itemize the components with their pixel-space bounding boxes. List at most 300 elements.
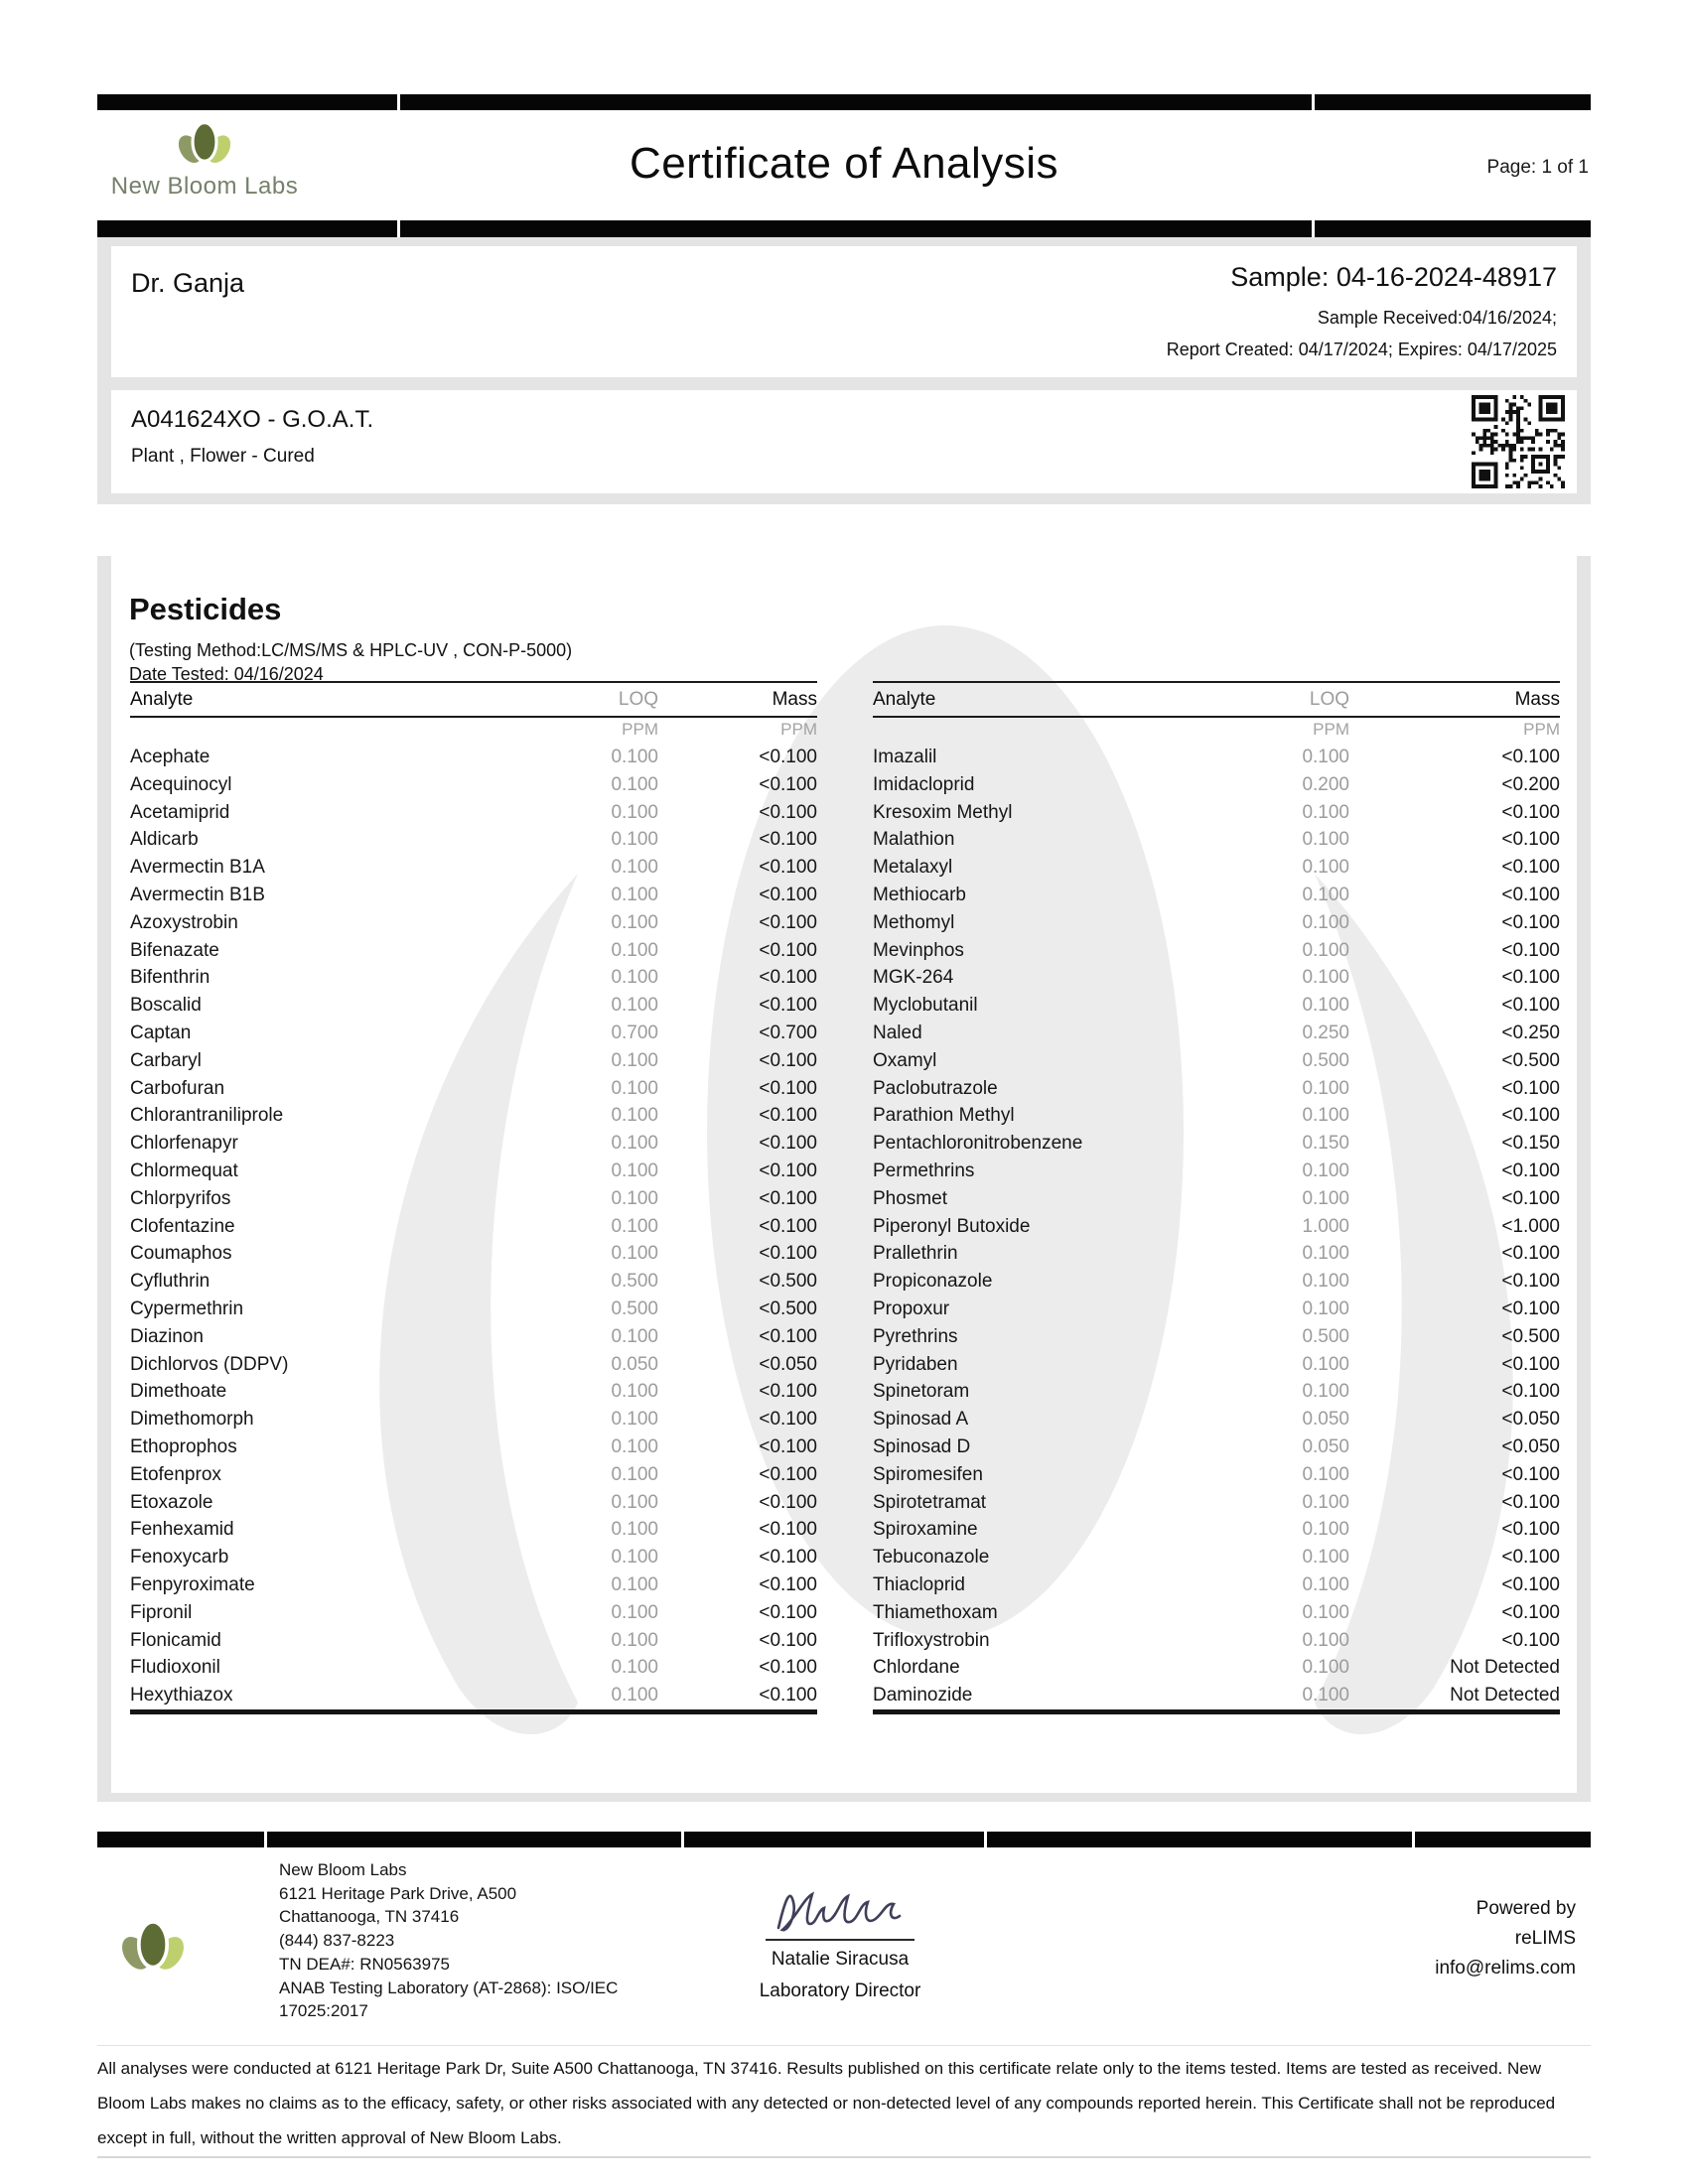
cell-loq: 0.250 [1302,1022,1349,1043]
cell-analyte: Dimethoate [130,1381,227,1403]
cell-loq: 0.100 [1302,1353,1349,1375]
table-row [873,1571,1560,1599]
table-row [873,826,1560,854]
cell-mass: <0.100 [759,995,817,1017]
cell-loq: 0.100 [611,1463,658,1485]
table-row [130,1213,817,1241]
cell-mass: <0.100 [759,773,817,795]
table-row [873,744,1560,771]
cell-analyte: Spiromesifen [873,1463,983,1485]
cell-analyte: Chlordane [873,1657,960,1679]
cell-analyte: Pyridaben [873,1353,958,1375]
table-row [130,992,817,1020]
cell-loq: 0.100 [611,1215,658,1237]
cell-mass: Not Detected [1450,1685,1560,1706]
signer-name: Natalie Siracusa [771,1949,910,1970]
cell-loq: 0.100 [1302,1657,1349,1679]
cell-mass: <0.100 [759,967,817,989]
table-row [130,1020,817,1047]
table-row [130,1158,817,1185]
product-type: Plant , Flower - Cured [131,446,315,467]
cell-analyte: Etofenprox [130,1463,221,1485]
cell-mass: <0.100 [1501,857,1560,879]
table-row [873,1130,1560,1158]
table-row [130,1654,817,1682]
col-header-mass: Mass [772,689,817,710]
cell-analyte: MGK-264 [873,967,954,989]
disclaimer-bottom-rule [97,2156,1591,2158]
cell-analyte: Kresoxim Methyl [873,801,1013,823]
cell-loq: 0.100 [1302,995,1349,1017]
cell-mass: <0.100 [759,1049,817,1071]
cell-loq: 0.100 [611,1547,658,1569]
cell-mass: <0.100 [759,1187,817,1209]
cell-mass: <0.100 [759,1077,817,1099]
cell-analyte: Tebuconazole [873,1547,990,1569]
cell-loq: 0.100 [1302,1685,1349,1706]
table-row [130,1240,817,1268]
cell-loq: 0.100 [611,884,658,905]
cell-mass: <0.100 [759,1629,817,1651]
bar-segment [97,220,397,237]
client-sample-box [111,246,1577,377]
powered-by-label: Powered by [1476,1898,1576,1919]
cell-loq: 0.050 [1302,1435,1349,1457]
cell-analyte: Phosmet [873,1187,947,1209]
table-row [873,1489,1560,1517]
cell-analyte: Malathion [873,829,955,851]
cell-analyte: Metalaxyl [873,857,953,879]
table-row [130,826,817,854]
sample-info-section [97,237,1591,504]
cell-loq: 0.100 [1302,1519,1349,1541]
cell-mass: <0.100 [759,829,817,851]
cell-mass: <0.100 [759,1685,817,1706]
table-row [130,1544,817,1571]
cell-analyte: Chlorpyrifos [130,1187,231,1209]
cell-mass: <0.100 [759,1325,817,1347]
cell-mass: <0.100 [759,884,817,905]
cell-analyte: Cypermethrin [130,1297,244,1319]
cell-loq: 0.100 [611,1409,658,1431]
table-row [130,1323,817,1351]
cell-analyte: Imazalil [873,747,937,767]
table-row [873,1654,1560,1682]
table-row [873,1268,1560,1296]
bar-segment [400,94,1312,110]
cell-mass: <0.100 [1501,1160,1560,1181]
table-body [873,744,1560,1714]
pesticides-table-left [130,681,817,1714]
table-row [873,1158,1560,1185]
cell-loq: 0.500 [1302,1049,1349,1071]
cell-loq: 0.100 [611,1160,658,1181]
table-row [873,1406,1560,1433]
cell-mass: <0.100 [759,1601,817,1623]
cell-analyte: Hexythiazox [130,1685,233,1706]
cell-analyte: Fipronil [130,1601,193,1623]
testing-method: (Testing Method:LC/MS/MS & HPLC-UV , CON-P-5000) [129,640,573,660]
cell-loq: 0.100 [1302,857,1349,879]
table-row [130,1516,817,1544]
cell-mass: <0.100 [759,1547,817,1569]
cell-loq: 0.100 [611,967,658,989]
cell-analyte: Spinosad D [873,1435,971,1457]
table-row [873,964,1560,992]
cell-loq: 0.100 [1302,967,1349,989]
cell-mass: <0.100 [759,1519,817,1541]
table-row [873,1240,1560,1268]
unit-ppm: PPM [1313,720,1349,739]
table-row [873,1020,1560,1047]
cell-analyte: Paclobutrazole [873,1077,998,1099]
cell-mass: <0.100 [1501,1353,1560,1375]
cell-mass: <0.050 [1501,1409,1560,1431]
cell-analyte: Propoxur [873,1297,950,1319]
page-title: Certificate of Analysis [629,139,1059,188]
page-number: Page: 1 of 1 [1486,157,1589,178]
cell-mass: <0.100 [1501,1547,1560,1569]
cell-mass: <0.700 [759,1022,817,1043]
table-body [130,744,817,1714]
cell-loq: 0.100 [611,995,658,1017]
cell-loq: 0.100 [611,1491,658,1513]
cell-analyte: Spiroxamine [873,1519,978,1541]
cell-loq: 0.100 [611,1519,658,1541]
cell-mass: <0.100 [1501,1271,1560,1293]
cell-mass: <0.100 [759,1573,817,1595]
table-row [130,799,817,827]
bar-segment [1315,94,1591,110]
cell-mass: <0.100 [1501,1243,1560,1265]
table-row [130,909,817,937]
cell-mass: <1.000 [1501,1215,1560,1237]
table-row [873,1378,1560,1406]
cell-analyte: Acephate [130,747,211,767]
cell-analyte: Fludioxonil [130,1657,220,1679]
table-header [873,681,1560,718]
table-row [130,1599,817,1627]
cell-analyte: Pyrethrins [873,1325,958,1347]
cell-mass: <0.100 [1501,1297,1560,1319]
cell-loq: 0.700 [611,1022,658,1043]
table-row [130,1461,817,1489]
cell-mass: <0.150 [1501,1133,1560,1155]
cell-mass: <0.100 [1501,1463,1560,1485]
cell-loq: 0.100 [1302,1629,1349,1651]
table-row [130,854,817,882]
cell-mass: <0.100 [759,1463,817,1485]
table-row [130,1130,817,1158]
cell-mass: <0.100 [1501,1491,1560,1513]
cell-analyte: Carbaryl [130,1049,202,1071]
table-row [130,744,817,771]
cell-loq: 1.000 [1302,1215,1349,1237]
cell-analyte: Chlormequat [130,1160,238,1181]
qr-code [1472,395,1565,488]
report-dates: Report Created: 04/17/2024; Expires: 04/17/2025 [1166,340,1557,359]
cell-mass: <0.100 [1501,967,1560,989]
bar-segment [1315,220,1591,237]
col-header-loq: LOQ [618,689,658,710]
table-row [873,1516,1560,1544]
col-header-analyte: Analyte [873,689,936,710]
cell-analyte: Methomyl [873,911,955,933]
cell-mass: <0.100 [759,939,817,961]
cell-mass: <0.200 [1501,773,1560,795]
cell-loq: 0.100 [611,773,658,795]
pesticides-tables [130,681,1560,1714]
new-bloom-labs-logo-icon [116,1910,190,1981]
cell-mass: <0.100 [759,747,817,767]
table-row [873,1185,1560,1213]
table-row [130,1682,817,1709]
cell-mass: <0.100 [1501,1381,1560,1403]
cell-analyte: Pentachloronitrobenzene [873,1133,1083,1155]
cell-mass: <0.100 [759,1435,817,1457]
cell-mass: <0.100 [1501,1629,1560,1651]
cell-loq: 0.100 [611,1657,658,1679]
cell-mass: <0.100 [759,911,817,933]
cell-mass: <0.100 [759,1133,817,1155]
cell-mass: <0.100 [1501,1601,1560,1623]
cell-analyte: Fenpyroximate [130,1573,255,1595]
cell-mass: <0.100 [759,1409,817,1431]
cell-analyte: Methiocarb [873,884,966,905]
cell-loq: 0.100 [1302,747,1349,767]
cell-mass: <0.100 [1501,1519,1560,1541]
table-row [130,882,817,909]
cell-mass: <0.100 [1501,1105,1560,1127]
table-row [130,1489,817,1517]
cell-analyte: Carbofuran [130,1077,225,1099]
unit-ppm: PPM [780,720,817,739]
cell-analyte: Chlorantraniliprole [130,1105,284,1127]
bar-segment [400,220,1312,237]
table-row [130,771,817,799]
table-row [873,771,1560,799]
col-header-loq: LOQ [1309,689,1349,710]
table-row [130,1406,817,1433]
cell-analyte: Ethoprophos [130,1435,237,1457]
cell-mass: <0.100 [1501,884,1560,905]
cell-mass: <0.500 [759,1271,817,1293]
pesticides-table-right [873,681,1560,1714]
cell-analyte: Imidacloprid [873,773,975,795]
cell-analyte: Trifloxystrobin [873,1629,990,1651]
cell-analyte: Fenoxycarb [130,1547,229,1569]
bar-segment [987,1832,1412,1847]
table-header [130,681,817,718]
bar-segment [1415,1832,1591,1847]
cell-loq: 0.100 [611,829,658,851]
table-row [873,1047,1560,1075]
cell-analyte: Avermectin B1B [130,884,265,905]
cell-loq: 0.050 [1302,1409,1349,1431]
cell-analyte: Acequinocyl [130,773,232,795]
cell-analyte: Flonicamid [130,1629,221,1651]
sample-received-date: Sample Received:04/16/2024; [1317,308,1557,328]
product-box [111,390,1577,493]
cell-mass: <0.100 [1501,1187,1560,1209]
unit-ppm: PPM [622,720,658,739]
cell-loq: 0.100 [611,801,658,823]
cell-loq: 0.100 [611,1381,658,1403]
cell-loq: 0.100 [1302,1491,1349,1513]
table-row [873,937,1560,965]
table-row [130,1047,817,1075]
table-row [130,1185,817,1213]
cell-analyte: Thiacloprid [873,1573,965,1595]
cell-loq: 0.100 [1302,939,1349,961]
sample-id: Sample: 04-16-2024-48917 [1230,262,1557,292]
cell-analyte: Bifenthrin [130,967,211,989]
table-row [130,964,817,992]
table-row [130,1075,817,1103]
cell-analyte: Prallethrin [873,1243,958,1265]
cell-loq: 0.100 [611,1105,658,1127]
cell-analyte: Daminozide [873,1685,973,1706]
cell-analyte: Cyfluthrin [130,1271,211,1293]
cell-analyte: Aldicarb [130,829,199,851]
table-row [130,1627,817,1655]
cell-mass: <0.100 [759,1381,817,1403]
cell-mass: <0.100 [759,1160,817,1181]
cell-loq: 0.100 [1302,801,1349,823]
lims-name: reLIMS [1514,1928,1576,1949]
table-row [873,1323,1560,1351]
cell-mass: <0.100 [1501,801,1560,823]
table-row [130,1378,817,1406]
unit-ppm: PPM [1523,720,1560,739]
cell-analyte: Parathion Methyl [873,1105,1015,1127]
footer-divider-bar [97,1832,1591,1847]
table-row [873,1599,1560,1627]
table-row [130,1268,817,1296]
header-divider-bar [97,220,1591,237]
cell-loq: 0.100 [1302,1297,1349,1319]
bar-segment [267,1832,681,1847]
cell-analyte: Dimethomorph [130,1409,254,1431]
lab-brand-name: New Bloom Labs [110,173,299,200]
cell-loq: 0.500 [611,1297,658,1319]
cell-mass: Not Detected [1450,1657,1560,1679]
cell-mass: <0.100 [1501,995,1560,1017]
table-units-row [873,718,1560,742]
signature-icon [761,1880,919,1942]
table-row [873,1296,1560,1323]
table-row [130,937,817,965]
cell-analyte: Thiamethoxam [873,1601,998,1623]
table-row [873,1433,1560,1461]
cell-analyte: Boscalid [130,995,202,1017]
pesticides-section-frame [97,556,1591,1802]
cell-loq: 0.100 [611,747,658,767]
cell-loq: 0.100 [611,911,658,933]
lab-address-line: ANAB Testing Laboratory (AT-2868): ISO/IEC [279,1978,619,1997]
lab-address-line: Chattanooga, TN 37416 [279,1907,460,1927]
cell-loq: 0.100 [1302,1077,1349,1099]
cell-analyte: Chlorfenapyr [130,1133,238,1155]
cell-loq: 0.500 [611,1271,658,1293]
cell-loq: 0.100 [611,1573,658,1595]
lab-address-block [279,1858,618,2023]
cell-loq: 0.100 [611,1601,658,1623]
signature-block [731,1880,949,2002]
table-row [873,1351,1560,1379]
lab-address-line: 6121 Heritage Park Drive, A500 [279,1883,517,1903]
cell-analyte: Dichlorvos (DDPV) [130,1353,289,1375]
powered-by-block [1435,1894,1576,1983]
product-name: A041624XO - G.O.A.T. [131,406,374,433]
lab-address-line: 17025:2017 [279,2001,368,2021]
lab-address-line: New Bloom Labs [279,1860,407,1879]
cell-analyte: Piperonyl Butoxide [873,1215,1031,1237]
pesticides-panel [111,556,1577,1793]
cell-loq: 0.050 [611,1353,658,1375]
cell-analyte: Spirotetramat [873,1491,987,1513]
table-row [873,1102,1560,1130]
cell-analyte: Bifenazate [130,939,219,961]
cell-analyte: Acetamiprid [130,801,230,823]
table-row [873,799,1560,827]
cell-loq: 0.100 [611,1685,658,1706]
cell-analyte: Coumaphos [130,1243,232,1265]
cell-analyte: Spinetoram [873,1381,970,1403]
table-row [873,882,1560,909]
cell-loq: 0.100 [1302,911,1349,933]
cell-mass: <0.100 [1501,911,1560,933]
cell-mass: <0.100 [759,1243,817,1265]
cell-mass: <0.100 [1501,1573,1560,1595]
cell-analyte: Spinosad A [873,1409,969,1431]
cell-analyte: Myclobutanil [873,995,978,1017]
cell-mass: <0.050 [759,1353,817,1375]
bar-segment [97,1832,264,1847]
cell-mass: <0.500 [1501,1049,1560,1071]
table-row [130,1296,817,1323]
cell-mass: <0.500 [1501,1325,1560,1347]
cell-mass: <0.100 [759,1657,817,1679]
cell-loq: 0.100 [1302,1381,1349,1403]
cell-loq: 0.100 [1302,1463,1349,1485]
table-row [130,1571,817,1599]
cell-loq: 0.100 [611,857,658,879]
lims-email: info@relims.com [1435,1958,1576,1979]
cell-mass: <0.100 [1501,1077,1560,1099]
sample-meta [1167,262,1557,360]
signer-title: Laboratory Director [759,1980,921,2001]
cell-analyte: Permethrins [873,1160,975,1181]
cell-mass: <0.500 [759,1297,817,1319]
cell-loq: 0.100 [611,1243,658,1265]
cell-analyte: Azoxystrobin [130,911,238,933]
cell-loq: 0.100 [611,939,658,961]
cell-loq: 0.100 [1302,884,1349,905]
cell-loq: 0.100 [611,1049,658,1071]
cell-loq: 0.100 [611,1629,658,1651]
table-row [130,1433,817,1461]
cell-mass: <0.100 [1501,747,1560,767]
lab-address-line: TN DEA#: RN0563975 [279,1954,450,1974]
table-row [130,1102,817,1130]
cell-analyte: Avermectin B1A [130,857,265,879]
cell-loq: 0.100 [1302,1547,1349,1569]
cell-mass: <0.250 [1501,1022,1560,1043]
footer-logo [116,1910,190,1986]
cell-loq: 0.100 [611,1077,658,1099]
section-title: Pesticides [129,592,282,626]
